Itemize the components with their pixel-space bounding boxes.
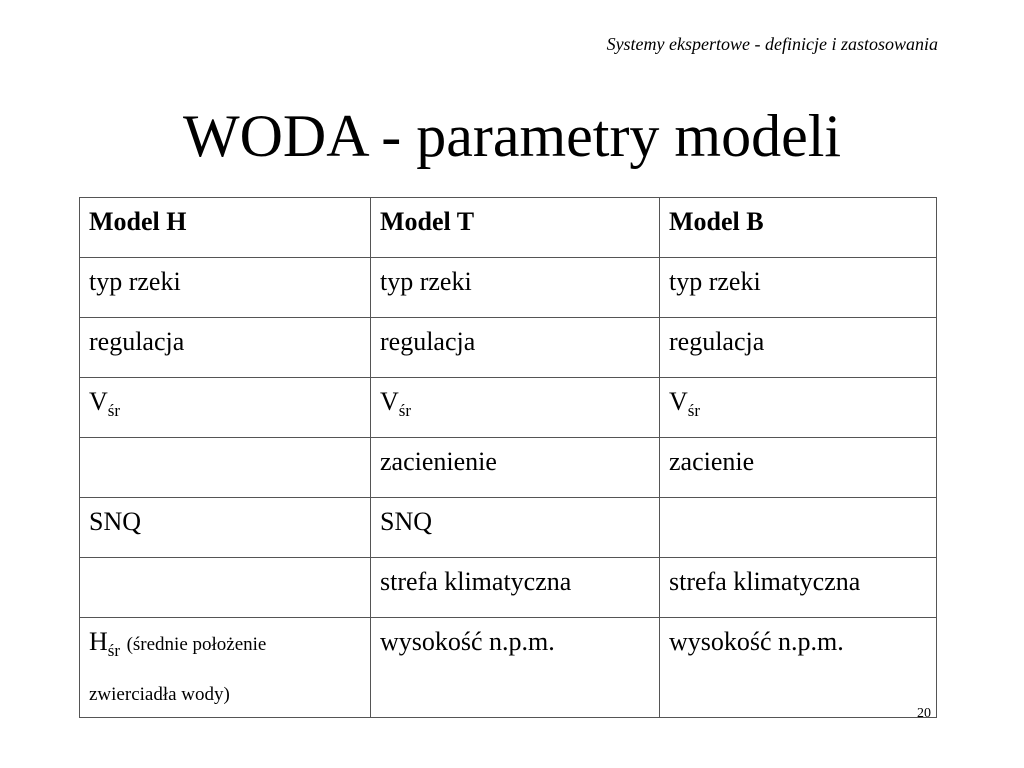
- cell-note: (średnie położenie: [126, 634, 267, 655]
- table-cell: wysokość n.p.m.: [371, 618, 660, 718]
- cell-subscript: śr: [107, 401, 121, 420]
- table-cell: [80, 378, 371, 438]
- table-cell: [660, 378, 937, 438]
- table-row: [80, 258, 937, 318]
- table-cell: zacienie: [660, 438, 937, 498]
- table-cell: strefa klimatyczna: [660, 558, 937, 618]
- table-cell: [80, 618, 371, 718]
- table-row: [80, 378, 937, 438]
- table-row: [80, 558, 937, 618]
- table-row: [80, 318, 937, 378]
- table-cell: [80, 438, 371, 498]
- table-cell: typ rzeki: [660, 258, 937, 318]
- column-header-model-t: Model T: [371, 198, 660, 258]
- table-cell: strefa klimatyczna: [371, 558, 660, 618]
- header-subtitle: Systemy ekspertowe - definicje i zastosowania: [606, 34, 938, 54]
- table-cell: [371, 378, 660, 438]
- table-row: [80, 498, 937, 558]
- cell-symbol: V: [89, 387, 108, 416]
- page-number: 20: [917, 706, 931, 721]
- parameters-table: [79, 197, 937, 718]
- table-header-row: [80, 198, 937, 258]
- table-cell: wysokość n.p.m.: [660, 618, 937, 718]
- table-cell: zacienienie: [371, 438, 660, 498]
- cell-symbol: H: [89, 627, 108, 656]
- slide-title: WODA - parametry modeli: [182, 103, 842, 169]
- cell-note-continued: zwierciadła wody): [89, 684, 230, 705]
- table-cell: SNQ: [80, 498, 371, 558]
- table-row: [80, 618, 937, 718]
- column-header-model-b: Model B: [660, 198, 937, 258]
- table-cell: SNQ: [371, 498, 660, 558]
- column-header-model-h: Model H: [80, 198, 371, 258]
- table-cell: typ rzeki: [371, 258, 660, 318]
- table-cell: regulacja: [371, 318, 660, 378]
- cell-subscript: śr: [687, 401, 701, 420]
- table-cell: [660, 498, 937, 558]
- table-row: [80, 438, 937, 498]
- cell-symbol: V: [669, 387, 688, 416]
- table-cell: typ rzeki: [80, 258, 371, 318]
- table-cell: regulacja: [660, 318, 937, 378]
- table-cell: [80, 558, 371, 618]
- cell-symbol: V: [380, 387, 399, 416]
- table-cell: regulacja: [80, 318, 371, 378]
- cell-subscript: śr: [107, 641, 121, 660]
- cell-subscript: śr: [398, 401, 412, 420]
